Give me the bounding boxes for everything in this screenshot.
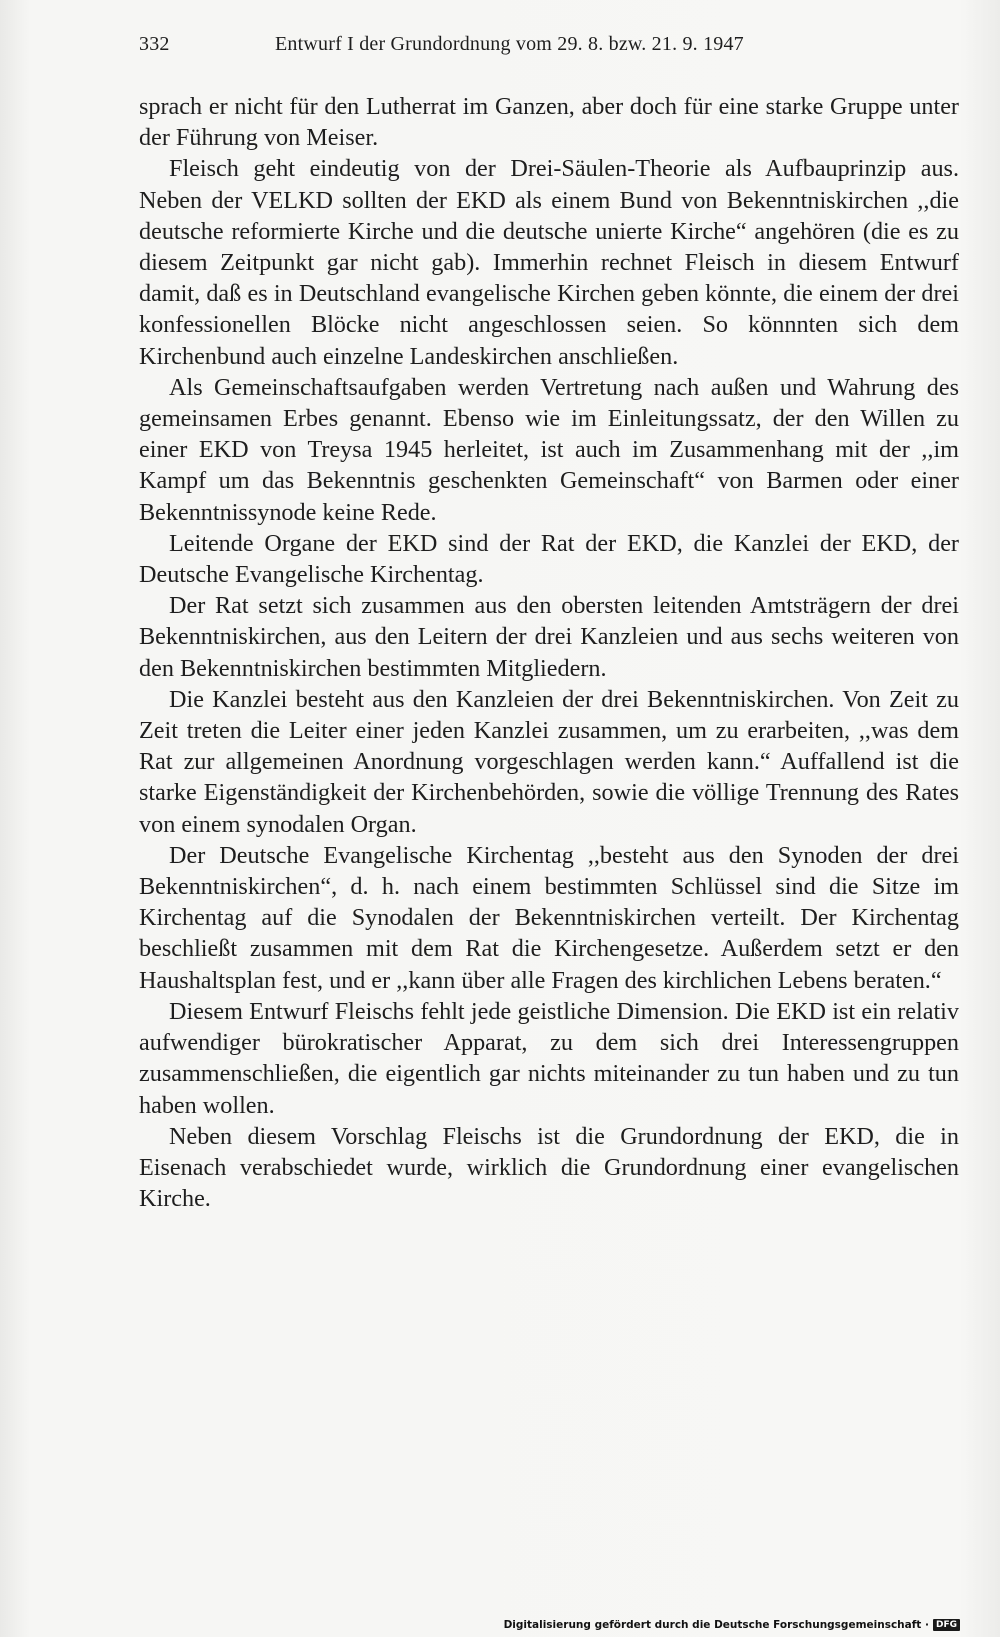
digitization-credit — [504, 1619, 960, 1631]
paragraph: Neben diesem Vorschlag Fleischs ist die Grundordnung der EKD, die in Eisenach verabschiedet wurde, wirklich die Grundordnung einer evangelischen Kirche. — [139, 1122, 959, 1213]
paragraph: Diesem Entwurf Fleischs fehlt jede geistliche Dimension. Die EKD ist ein relativ aufwendiger bürokratischer Apparat, zu dem sich drei Interessengruppen zusammenschließen, die eigentlich gar nichts miteinander zu tun haben und zu tun haben wollen. — [139, 997, 959, 1119]
paragraph: Der Rat setzt sich zusammen aus den obersten leitenden Amtsträgern der drei Bekenntniskirchen, aus den Leitern der drei Kanzleien und aus sechs weiteren von den Bekenntniskirchen bestimmten Mitgliedern. — [139, 592, 959, 682]
page-number: 332 — [139, 33, 170, 55]
paragraph: Leitende Organe der EKD sind der Rat der EKD, die Kanzlei der EKD, der Deutsche Evangelische Kirchentag. — [139, 529, 959, 589]
paragraph: Der Deutsche Evangelische Kirchentag ,,besteht aus den Synoden der drei Bekenntniskirchen“, d. h. nach einem bestimmten Schlüssel sind die Sitze im Kirchentag auf die Synodalen der Bekenntniskirchen verteilt. Der Kirchentag beschließt zusammen mit dem Rat die Kirchengesetze. Außerdem setzt er den Haushaltsplan fest, und er ,,kann über alle Fragen des kirchlichen Lebens beraten.“ — [139, 841, 959, 994]
running-head: Entwurf I der Grundordnung vom 29. 8. bzw. 21. 9. 1947 — [275, 33, 744, 55]
dfg-logo-icon: DFG — [933, 1619, 960, 1631]
body-text — [139, 91, 959, 1214]
credit-text: Digitalisierung gefördert durch die Deutsche Forschungsgemeinschaft · — [503, 1619, 929, 1631]
paragraph: Die Kanzlei besteht aus den Kanzleien der drei Bekenntniskirchen. Von Zeit zu Zeit treten die Leiter einer jeden Kanzlei zusammen, um zu erarbeiten, ,,was dem Rat zur allgemeinen Anordnung vorgeschlagen werden kann.“ Auffallend ist die starke Eigenständigkeit der Kirchenbehörden, sowie die völlige Trennung des Rates von einem synodalen Organ. — [139, 685, 959, 838]
paragraph: Als Gemeinschaftsaufgaben werden Vertretung nach außen und Wahrung des gemeinsamen Erbes genannt. Ebenso wie im Einleitungssatz, der den Willen zu einer EKD von Treysa 1945 herleitet, ist auch im Zusammenhang mit der ,,im Kampf um das Bekenntnis geschenkten Gemeinschaft“ von Barmen oder einer Bekenntnissynode keine Rede. — [139, 373, 959, 526]
paragraph: sprach er nicht für den Lutherrat im Ganzen, aber doch für eine starke Gruppe unter der Führung von Meiser. — [139, 93, 959, 152]
paragraph: Fleisch geht eindeutig von der Drei-Säulen-Theorie als Aufbauprinzip aus. Neben der VELKD sollten der EKD als einem Bund von Bekenntniskirchen ,,die deutsche reformierte Kirche und die deutsche unierte Kirche“ angehören (die es zu diesem Zeitpunkt gar nicht gab). Immerhin rechnet Fleisch in diesem Entwurf damit, daß es in Deutschland evangelische Kirchen geben könnte, die einem der drei konfessionellen Blöcke nicht angeschlossen seien. So könnnten sich dem Kirchenbund auch einzelne Landeskirchen anschließen. — [139, 155, 959, 370]
